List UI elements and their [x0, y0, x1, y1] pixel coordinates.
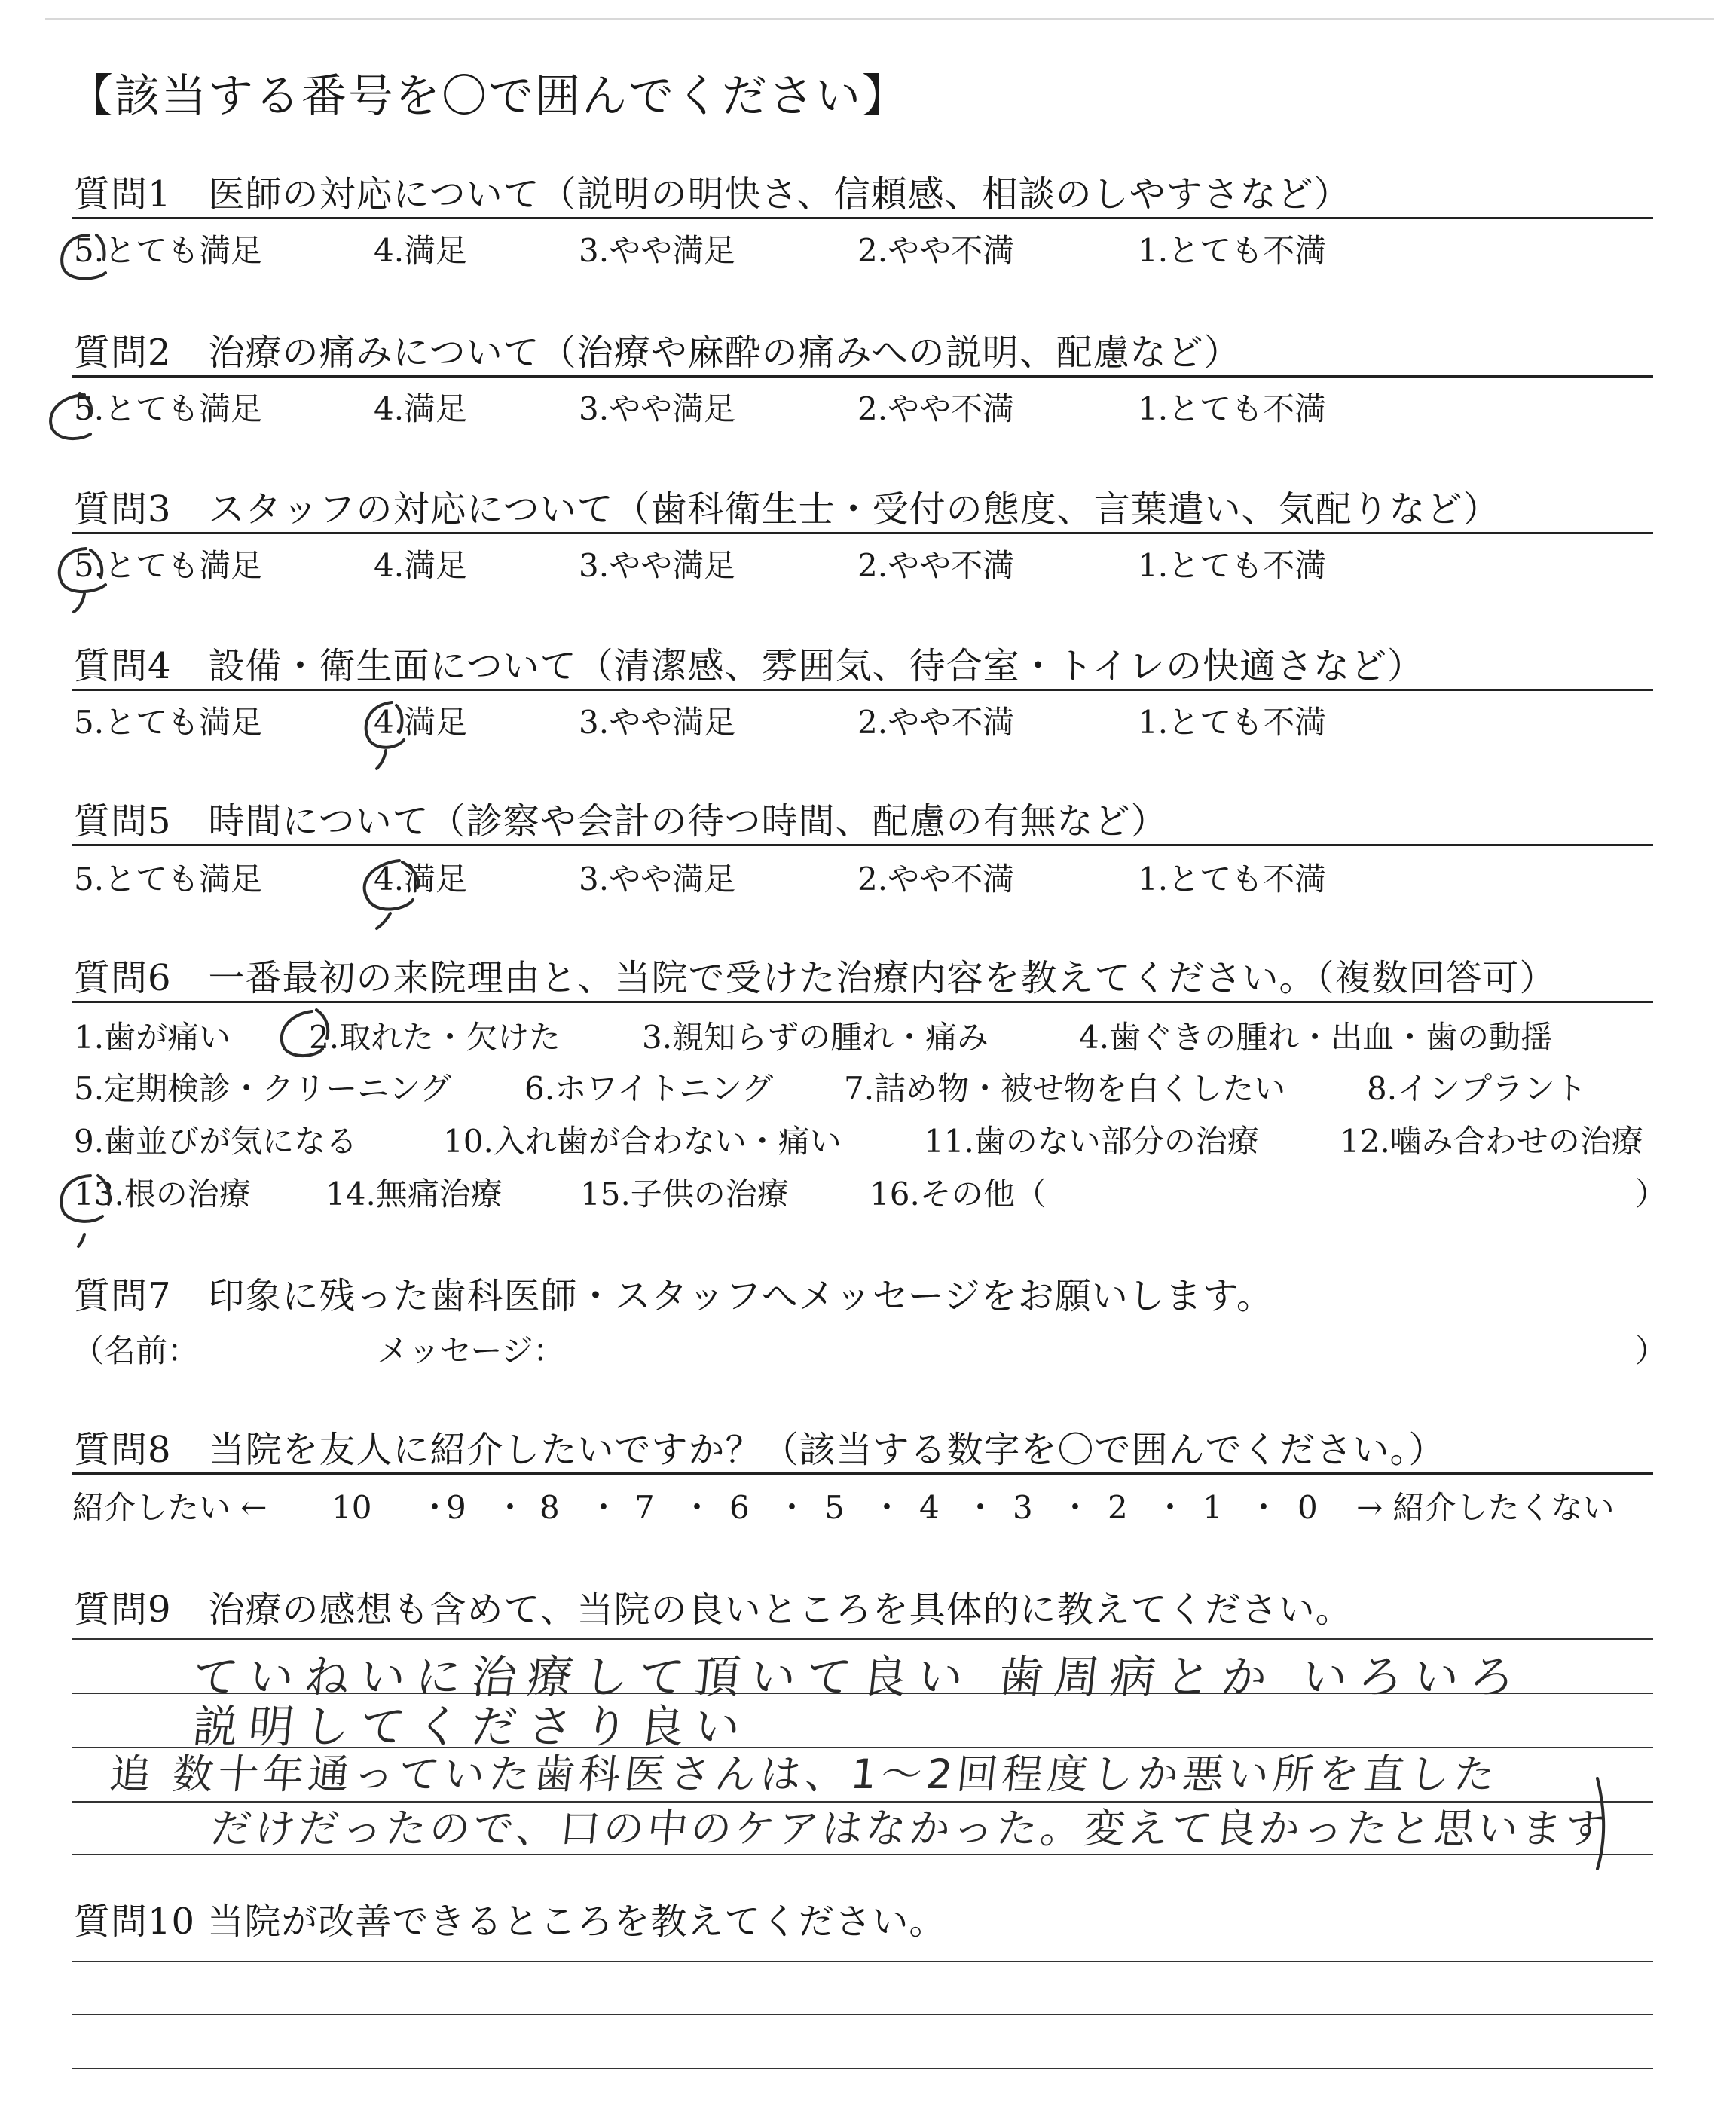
q8-score-1[interactable]: 1 — [1203, 1489, 1223, 1526]
q8-sep: ・ — [776, 1489, 808, 1526]
q8-score-5[interactable]: 5 — [824, 1489, 845, 1526]
q4-opt3[interactable]: 3.やや満足 — [579, 704, 736, 741]
q6-opt-15[interactable]: 15.子供の治療 — [580, 1176, 789, 1212]
q1-title: 質問1 医師の対応について（説明の明快さ、信頼感、相談のしやすさなど） — [74, 173, 1351, 216]
q10-writing-line — [72, 1961, 1653, 1962]
q8-sep: ・ — [494, 1489, 527, 1526]
q3-opt4[interactable]: 4.満足 — [374, 547, 468, 584]
q1-opt3[interactable]: 3.やや満足 — [579, 232, 736, 269]
q9-handwriting-line: 追 数十年通っていた歯科医さんは、1～2回程度しか悪い所を直した — [107, 1751, 1502, 1798]
q4-rule — [72, 689, 1653, 691]
q5-opt1[interactable]: 1.とても不満 — [1138, 861, 1327, 898]
q8-sep: ・ — [1248, 1489, 1280, 1526]
q6-rule — [72, 1001, 1653, 1003]
q9-writing-line — [72, 1801, 1653, 1803]
q6-opt-11[interactable]: 11.歯のない部分の治療 — [924, 1123, 1259, 1160]
q3-title: 質問3 スタッフの対応について（歯科衛生士・受付の態度、言葉遣い、気配りなど） — [74, 488, 1500, 531]
q6-opt-7[interactable]: 7.詰め物・被せ物を白くしたい — [844, 1070, 1286, 1107]
q6-title: 質問6 一番最初の来院理由と、当院で受けた治療内容を教えてください。（複数回答可） — [74, 957, 1557, 999]
q9-handwriting-line: ていねいに治療して頂いて良い 歯周病とか いろいろ — [190, 1651, 1528, 1704]
q10-writing-line — [72, 2014, 1653, 2015]
q3-opt5[interactable]: 5.とても満足 — [74, 547, 263, 584]
q8-score-9[interactable]: 9 — [446, 1489, 466, 1526]
q7-message-label: メッセージ： — [377, 1332, 565, 1369]
q2-opt4[interactable]: 4.満足 — [374, 390, 468, 427]
q6-opt-12[interactable]: 12.噛み合わせの治療 — [1340, 1123, 1643, 1160]
q8-score-4[interactable]: 4 — [919, 1489, 940, 1526]
q5-opt4[interactable]: 4.満足 — [374, 861, 468, 898]
q9-handwriting-line: だけだったので、口の中のケアはなかった。変えて良かったと思います — [208, 1805, 1612, 1852]
q1-opt5[interactable]: 5.とても満足 — [74, 232, 263, 269]
q2-rule — [72, 375, 1653, 378]
q10-writing-line — [72, 2068, 1653, 2069]
q6-opt-3[interactable]: 3.親知らずの腫れ・痛み — [642, 1019, 989, 1056]
q2-opt3[interactable]: 3.やや満足 — [579, 390, 736, 427]
q2-opt1[interactable]: 1.とても不満 — [1138, 390, 1327, 427]
q6-opt-10[interactable]: 10.入れ歯が合わない・痛い — [443, 1123, 842, 1160]
q6-opt-5[interactable]: 5.定期検診・クリーニング — [74, 1070, 452, 1107]
q5-opt2[interactable]: 2.やや不満 — [857, 861, 1015, 898]
q8-score-0[interactable]: 0 — [1297, 1489, 1318, 1526]
q6-opt-14[interactable]: 14.無痛治療 — [326, 1176, 503, 1212]
q3-opt3[interactable]: 3.やや満足 — [579, 547, 736, 584]
q8-score-6[interactable]: 6 — [729, 1489, 750, 1526]
q9-writing-line — [72, 1638, 1653, 1640]
q8-sep: ・ — [1154, 1489, 1187, 1526]
q6-opt-9[interactable]: 9.歯並びが気になる — [74, 1123, 358, 1160]
q6-opt-1[interactable]: 1.歯が痛い — [74, 1019, 231, 1056]
scan-edge — [45, 18, 1714, 20]
q7-title: 質問7 印象に残った歯科医師・スタッフへメッセージをお願いします。 — [74, 1275, 1273, 1317]
q5-rule — [72, 844, 1653, 846]
q1-opt2[interactable]: 2.やや不満 — [857, 232, 1015, 269]
q6-opt-16[interactable]: 16.その他（ — [870, 1176, 1047, 1212]
q8-score-2[interactable]: 2 — [1108, 1489, 1128, 1526]
q6-opt-6[interactable]: 6.ホワイトニング — [524, 1070, 774, 1107]
q3-rule — [72, 532, 1653, 534]
q8-sep: ・ — [419, 1489, 451, 1526]
q8-score-3[interactable]: 3 — [1013, 1489, 1033, 1526]
q1-opt1[interactable]: 1.とても不満 — [1138, 232, 1327, 269]
q4-title: 質問4 設備・衛生面について（清潔感、雰囲気、待合室・トイレの快適さなど） — [74, 645, 1425, 687]
q8-title: 質問8 当院を友人に紹介したいですか？（該当する数字を〇で囲んでください。） — [74, 1429, 1446, 1471]
q4-opt5[interactable]: 5.とても満足 — [74, 704, 263, 741]
q2-title: 質問2 治療の痛みについて（治療や麻酔の痛みへの説明、配慮など） — [74, 332, 1241, 374]
q6-opt-8[interactable]: 8.インプラント — [1367, 1070, 1588, 1107]
q8-score-10[interactable]: 10 — [332, 1489, 372, 1526]
q5-opt5[interactable]: 5.とても満足 — [74, 861, 263, 898]
q8-rule — [72, 1472, 1653, 1475]
q8-sep: ・ — [1059, 1489, 1092, 1526]
q5-title: 質問5 時間について（診察や会計の待つ時間、配慮の有無など） — [74, 800, 1168, 842]
q1-rule — [72, 217, 1653, 219]
q10-title: 質問10 当院が改善できるところを教えてください。 — [74, 1901, 946, 1943]
q9-title: 質問9 治療の感想も含めて、当院の良いところを具体的に教えてください。 — [74, 1589, 1352, 1631]
q6-opt-2[interactable]: 2.取れた・欠けた — [309, 1019, 561, 1056]
q7-close: ） — [1635, 1332, 1667, 1369]
q9-writing-line — [72, 1854, 1653, 1855]
q6-other-close: ） — [1635, 1176, 1667, 1212]
q8-score-8[interactable]: 8 — [539, 1489, 560, 1526]
q8-left-label: 紹介したい ← — [72, 1489, 267, 1526]
q4-opt4[interactable]: 4.満足 — [374, 704, 468, 741]
q8-sep: ・ — [588, 1489, 620, 1526]
q8-right-label: → 紹介したくない — [1356, 1489, 1615, 1526]
q1-opt4[interactable]: 4.満足 — [374, 232, 468, 269]
q8-score-7[interactable]: 7 — [634, 1489, 655, 1526]
q9-handwriting-line: 説明してくださり良い — [190, 1701, 753, 1754]
q5-opt3[interactable]: 3.やや満足 — [579, 861, 736, 898]
q3-opt2[interactable]: 2.やや不満 — [857, 547, 1015, 584]
q8-sep: ・ — [871, 1489, 903, 1526]
q6-opt-4[interactable]: 4.歯ぐきの腫れ・出血・歯の動揺 — [1079, 1019, 1553, 1056]
q4-opt2[interactable]: 2.やや不満 — [857, 704, 1015, 741]
q8-sep: ・ — [681, 1489, 714, 1526]
q4-opt1[interactable]: 1.とても不満 — [1138, 704, 1327, 741]
q2-opt2[interactable]: 2.やや不満 — [857, 390, 1015, 427]
q8-sep: ・ — [964, 1489, 997, 1526]
q2-opt5[interactable]: 5.とても満足 — [74, 390, 263, 427]
instruction-heading: 【該当する番号を〇で囲んでください】 — [68, 70, 909, 123]
q6-opt-13[interactable]: 13.根の治療 — [74, 1176, 251, 1212]
q7-name-label: （名前： — [72, 1332, 200, 1369]
q3-opt1[interactable]: 1.とても不満 — [1138, 547, 1327, 584]
